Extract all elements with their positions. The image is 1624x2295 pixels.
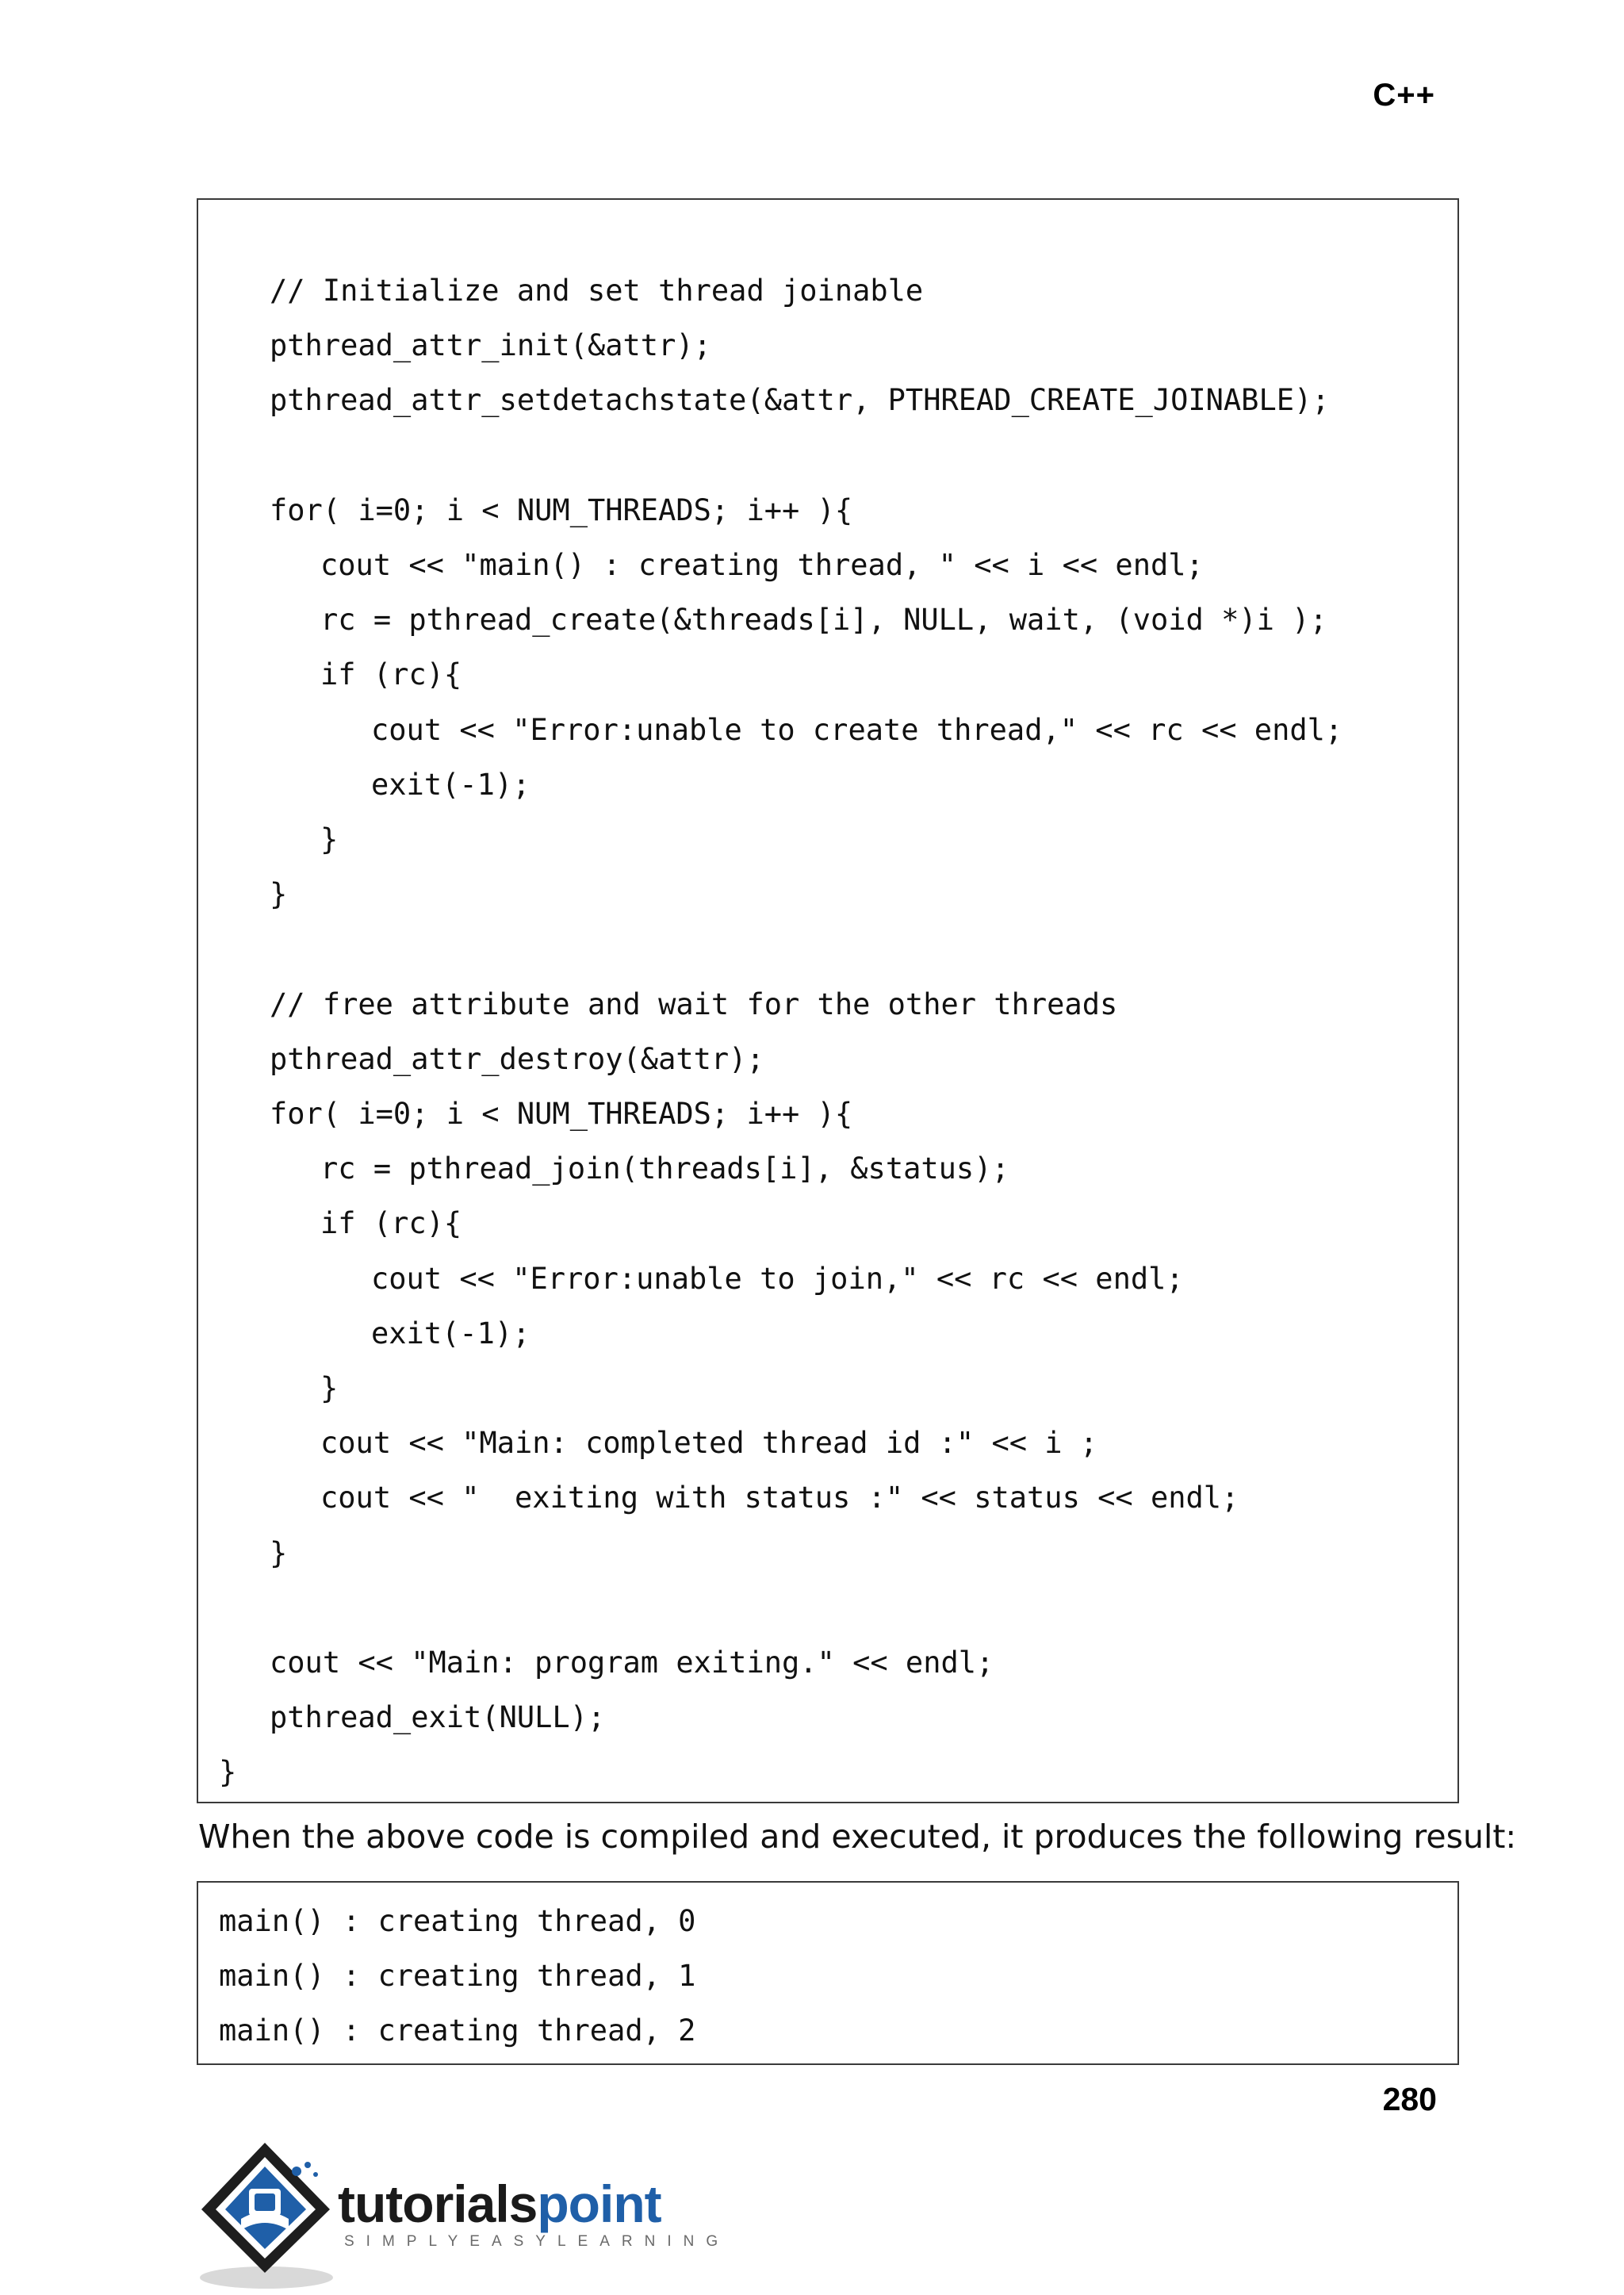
code-line: pthread_attr_destroy(&attr);: [270, 1041, 764, 1076]
code-line: pthread_attr_init(&attr);: [270, 328, 711, 363]
code-line: rc = pthread_join(threads[i], &status);: [320, 1151, 1009, 1186]
output-line: main() : creating thread, 0: [219, 1904, 696, 1938]
page-number: 280: [1382, 2081, 1437, 2117]
output-line: main() : creating thread, 2: [219, 2013, 696, 2048]
code-line: }: [219, 1755, 237, 1790]
code-line: for( i=0; i < NUM_THREADS; i++ ){: [270, 1097, 853, 1131]
code-line: pthread_attr_setdetachstate(&attr, PTHREAD_CREATE_JOINABLE);: [270, 383, 1330, 418]
logo-word-tutorials: tutorials: [338, 2174, 538, 2233]
tutorialspoint-logo: [197, 2136, 730, 2295]
code-line: }: [270, 877, 288, 912]
document-header-title: C++: [1373, 78, 1435, 113]
logo-wordmark: [338, 2176, 661, 2232]
code-line: }: [320, 822, 339, 856]
code-line: // free attribute and wait for the other threads: [270, 987, 1118, 1021]
code-line: for( i=0; i < NUM_THREADS; i++ ){: [270, 492, 853, 527]
code-line: cout << "Main: program exiting." << endl;: [270, 1646, 994, 1680]
code-line: }: [320, 1371, 339, 1405]
logo-emblem-icon: [197, 2136, 355, 2295]
logo-word-point: point: [537, 2174, 661, 2233]
code-line: exit(-1);: [371, 1316, 530, 1351]
code-line: if (rc){: [320, 657, 462, 692]
code-line: exit(-1);: [371, 767, 530, 802]
code-line: rc = pthread_create(&threads[i], NULL, wait, (void *)i );: [320, 603, 1327, 638]
code-line: cout << "Error:unable to join," << rc << endl;: [371, 1261, 1184, 1296]
logo-tagline: SIMPLYEASYLEARNING: [344, 2233, 730, 2250]
output-block: [197, 1881, 1459, 2065]
code-block: [197, 198, 1459, 1803]
code-line: cout << "Main: completed thread id :" << i ;: [320, 1426, 1098, 1461]
code-line: }: [270, 1535, 288, 1570]
code-line: cout << "main() : creating thread, " << i << endl;: [320, 548, 1204, 582]
result-intro-text: When the above code is compiled and executed, it produces the following result:: [198, 1818, 1517, 1856]
code-line: if (rc){: [320, 1206, 462, 1241]
code-line: pthread_exit(NULL);: [270, 1700, 606, 1735]
output-line: main() : creating thread, 1: [219, 1959, 696, 1994]
code-line: cout << "Error:unable to create thread," << rc << endl;: [371, 712, 1343, 747]
code-line: // Initialize and set thread joinable: [270, 274, 924, 308]
code-line: cout << " exiting with status :" << status << endl;: [320, 1481, 1239, 1515]
